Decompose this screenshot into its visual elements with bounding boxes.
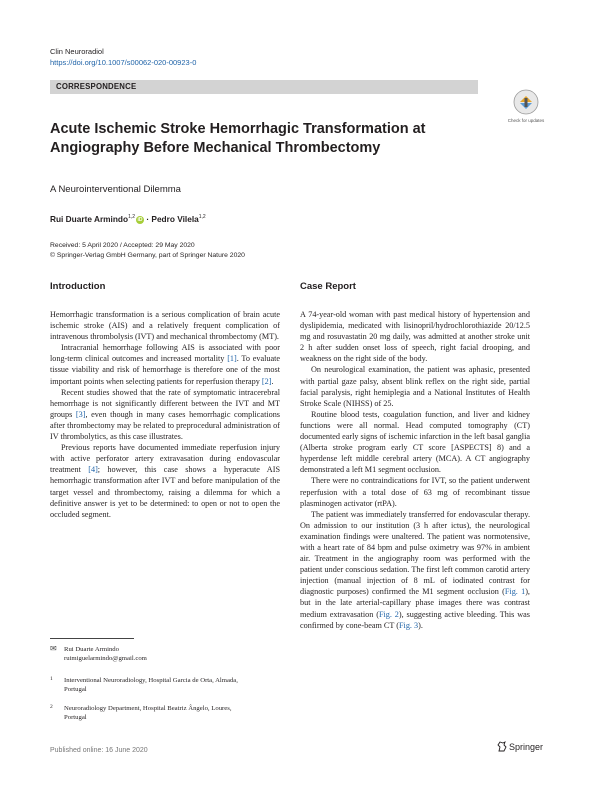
citation-link[interactable]: [3]	[75, 409, 86, 419]
paragraph: There were no contraindications for IVT, so the patient underwent reperfusion with a total dose of 63 mg of recombinant tissue plasminogen activator (rtPA).	[300, 476, 530, 508]
received-accepted: Received: 5 April 2020 / Accepted: 29 May 2020	[50, 242, 195, 249]
copyright: © Springer-Verlag GmbH Germany, part of Springer Nature 2020	[50, 252, 245, 259]
article-title: Acute Ischemic Stroke Hemorrhagic Transformation at Angiography Before Mechanical Thrombectomy	[50, 121, 426, 156]
publisher-logo	[497, 741, 543, 752]
footnote-number: 2	[50, 704, 53, 710]
paragraph: Routine blood tests, coagulation function, and liver and kidney functions were all normal. Head computed tomography (CT) documented early signs of ischemic infarction in the left basal ganglia (Alberta stroke program early CT score [ASPECTS] 8) and a hyperdense left middle cerebral artery (MCA). A CT angiography demonstrated a left M1 segment occlusion.	[300, 409, 530, 475]
publisher-name: Springer	[509, 742, 544, 752]
author-name[interactable]: Rui Duarte Armindo	[50, 214, 129, 224]
affiliation-footnote: Interventional Neuroradiology, Hospital Garcia de Orta, Almada, Portugal	[64, 677, 238, 693]
journal-name: Clin Neuroradiol	[50, 47, 104, 56]
section-bar	[50, 80, 478, 94]
published-date: Published online: 16 June 2020	[50, 747, 148, 754]
envelope-icon: ✉	[50, 644, 57, 653]
paragraph: Previous reports have documented immediate reperfusion injury with active perforator artery extravasation during endovascular treatment [4]; however, this case shows a hyperacute AIS hemorrhagic transformation after IVT and before manipulation of the target vessel and thrombectomy, raising a dilemma for which a definitive answer is yet to be determined: to open or not to open the occluded segment.	[50, 443, 280, 519]
check-for-updates-label: Check for updates	[507, 118, 545, 123]
springer-horse-icon	[497, 741, 507, 752]
affiliation-footnote: Neuroradiology Department, Hospital Beatriz Ângelo, Loures, Portugal	[64, 705, 232, 721]
author-affiliation: 1,2	[198, 214, 206, 221]
introduction-body	[50, 309, 280, 520]
case-report-heading: Case Report	[300, 281, 356, 292]
paragraph: Intracranial hemorrhage following AIS is associated with poor long-term clinical outcomes and increased mortality [1]. To evaluate tissue viability and risk of hemorrhage is therefore one of the most important points when selecting patients for reperfusion therapy [2].	[50, 343, 280, 386]
footnote-divider	[50, 638, 134, 639]
author-separator: ·	[146, 214, 150, 224]
article-subtitle: A Neurointerventional Dilemma	[50, 184, 181, 195]
introduction-heading: Introduction	[50, 281, 106, 292]
author-list	[50, 214, 206, 224]
section-label: CORRESPONDENCE	[56, 82, 137, 91]
figure-link[interactable]: Fig. 3	[398, 620, 419, 630]
corresponding-author: Rui Duarte Armindo	[64, 646, 119, 653]
paragraph: Recent studies showed that the rate of symptomatic intracerebral hemorrhage is not significantly different between the IVT and MT groups [3], even though in many cases hemorrhagic complications after thrombectomy may be related to preprocedural administration of IV thrombolytics, as this case illustrates.	[50, 387, 280, 442]
contact-email-link[interactable]: ruimiguelarmindo@gmail.com	[64, 655, 147, 662]
check-for-updates-icon[interactable]	[511, 88, 541, 120]
citation-link[interactable]: [4]	[88, 465, 98, 475]
citation-link[interactable]: [2]	[261, 376, 272, 386]
citation-link[interactable]: [1]	[227, 354, 237, 364]
paragraph: The patient was immediately transferred for endovascular therapy. On admission to our institution (3 h after ictus), the neurological examination findings were unaltered. The patient was normotensive, with a heart rate of 84 bpm and pulse oximetry was 97% in ambient air. Treatment in the angiography room was performed with the patient under conscious sedation. The first left common carotid artery injection (manual injection of 8 mL of iodinated contrast for diagnostic purposes) confirmed the M1 segment occlusion (Fig. 1), but in the late arterial-capillary phase images there was contrast medium extravasation (Fig. 2), suggesting active bleeding. This was confirmed by cone-beam CT (Fig. 3).	[300, 509, 530, 630]
article-dates	[50, 241, 245, 261]
footnote-number: 1	[50, 676, 53, 682]
paragraph: A 74-year-old woman with past medical history of hypertension and dyslipidemia, medicated with lisinopril/hydrochlorothiazide 20/12.5 mg and rosuvastatin 20 mg daily, was admitted at another stroke unit 2 h after sudden onset loss of speech, right facial drooping, and weakness on the right side of the body.	[300, 310, 530, 364]
paragraph: On neurological examination, the patient was aphasic, presented with partial gaze palsy, absent blink reflex on the right side, partial facial paralysis, right hemiplegia and a National Institutes of Health Stroke Scale (NIHSS) of 25.	[300, 365, 530, 408]
author-name[interactable]: Pedro Vilela	[151, 214, 199, 224]
author-affiliation: 1,2	[128, 214, 136, 221]
paragraph: Hemorrhagic transformation is a serious complication of brain acute ischemic stroke (AIS) and a relatively frequent complication of intravenous thrombolysis (IVT) and mechanical thrombectomy (MT).	[50, 310, 280, 342]
figure-link[interactable]: Fig. 2	[378, 609, 399, 619]
doi-link[interactable]: https://doi.org/10.1007/s00062-020-00923-0	[50, 58, 197, 67]
case-report-body	[300, 309, 530, 631]
orcid-icon[interactable]: iD	[137, 217, 143, 223]
figure-link[interactable]: Fig. 1	[504, 587, 526, 597]
